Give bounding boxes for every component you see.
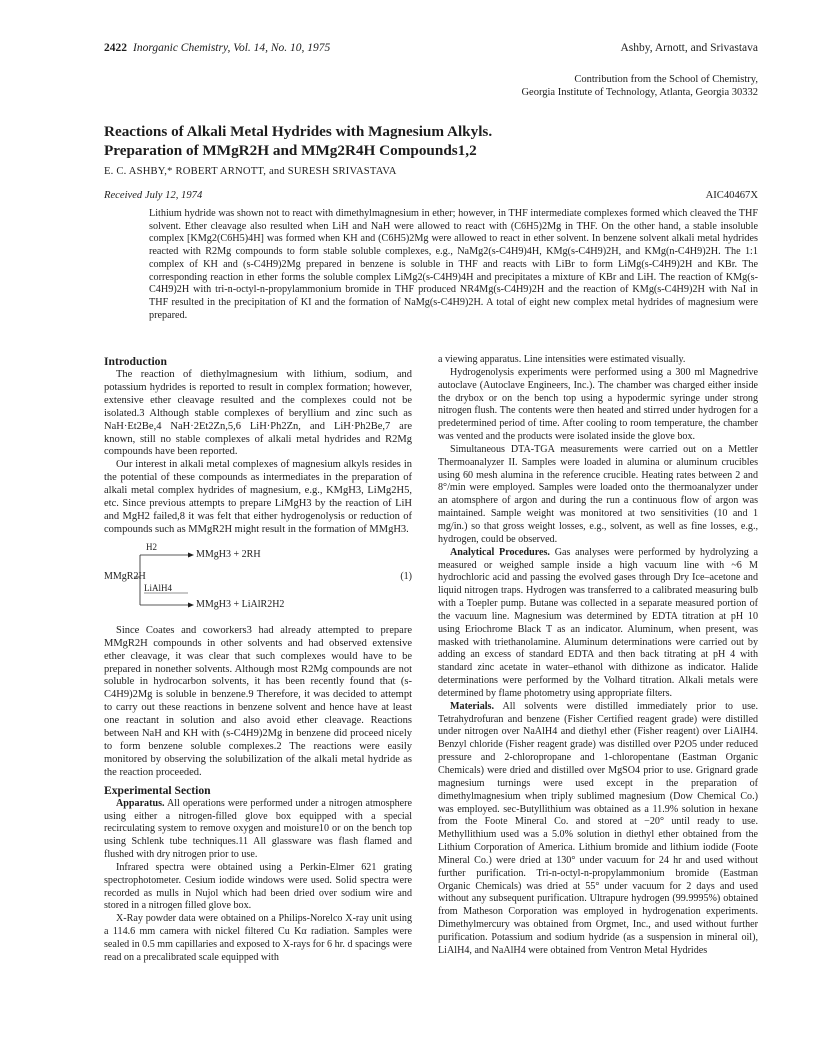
viewing-paragraph: a viewing apparatus. Line intensities were estimated visually.: [438, 354, 686, 365]
journal-citation: Inorganic Chemistry, Vol. 14, No. 10, 1975: [133, 42, 331, 54]
intro-paragraph-1: The reaction of diethylmagnesium with lithium, sodium, and potassium hydrides is reported to result in complex formation; however, extensive ether cleavage resulted and the complexes could not be isolated.3 Although stable complexes of beryllium and zinc such as NaH·Et2Be,4 NaH·2Et2Zn,5,6 LiH·Ph2Zn, and LiH·Ph2Be,7 are known, still no stable complexes of alkali metal hydrides and R2Mg compounds have been reported.: [104, 369, 412, 458]
left-column: [104, 355, 412, 965]
eq-product-top: MMgH3 + 2RH: [196, 548, 261, 560]
title-line-2: Preparation of MMgR2H and MMg2R4H Compounds1,2: [104, 142, 477, 159]
abstract: Lithium hydride was shown not to react with dimethylmagnesium in ether; however, in THF intermediate complexes formed which cleaved the THF solvent. Ether cleavage also resulted when LiH and NaH were allowed to react with (C6H5)2Mg in THF. On the other hand, a stable insoluble complex [KMg2(C6H5)4H] was formed when KH and (C6H5)2Mg were allowed to react in ether solvent. In benzene solvent alkali metal hydrides reacted with R2Mg compounds to form stable soluble complexes, e.g., NaMg2(s-C4H9)4H, KMg(s-C4H9)2H, and KMg(n-C4H9)2H. The 1:1 complex of KH and (s-C4H9)2Mg prepared in benzene is soluble in THF and reacts with LiBr to form LiMg(s-C4H9)2H and KBr. The corresponding reaction in ether forms the soluble complex LiMg2(s-C4H9)4H and precipitates a mixture of KBr and LiH. The reaction of KMg(s-C4H9)2H with tri-n-octyl-n-propylammonium bromide in THF produced NR4Mg(s-C4H9)2H and the reaction of KMg(s-C4H9)2H with NaI in THF resulted in the precipitation of KI and the formation of NaMg(s-C4H9)2H. A total of eight new complex metal hydrides of magnesium were prepared.: [149, 208, 758, 321]
manuscript-code: AIC40467X: [705, 190, 758, 201]
page-number: 2422: [104, 42, 127, 54]
materials-text: All solvents were distilled immediately prior to use. Tetrahydrofuran and benzene (Fisher Certified reagent grade) were distilled under nitrogen over NaAlH4 and diethyl ether (Fisher reagent) over LiAlH4. Benzyl chloride (Fisher reagent grade) was distilled over P2O5 under reduced pressure and 2-chloropropane and 1-chloropentane (Eastman Organic Chemicals) were dried and distilled over MgSO4 prior to use. Grignard grade magnesium turnings were used except in the preparation of dimethylmagnesium when triply sublimed magnesium (Dow Chemical Co.) was employed. sec-Butyllithium was obtained as a 11.9% solution in hexane from the Foote Mineral Co. and stored at −20° until ready to use. Methyllithium used was a 5.0% solution in diethyl ether obtained from the Lithium Corporation of America. Lithium bromide and lithium iodide (Foote Mineral Co.) were dried at 130° under vacuum for 24 hr and used without further purification. Tri-n-octyl-n-propylammonium bromide (Eastman Organic Chemicals) was dried at 55° under vacuum for 2 days and used without any subsequent purification. Ultrapure hydrogen (99.9995%) obtained from Matheson Corporation was employed in hydrogenation experiments. Dimethylmercury was obtained from Orgmet, Inc., and used without further purification. Potassium and sodium hydride (as a suspension in mineral oil), LiAlH4, and NaAlH4 were obtained from Ventron Metal Hydrides: [438, 700, 758, 956]
page-header: [104, 42, 758, 58]
eq-reactant: MMgR2H: [104, 570, 146, 582]
analytical-text: Gas analyses were performed by hydrolyzing a measured or weighed sample inside a high vacuum line with ~6 M hydrochloric acid and passing the evolved gases through Dry Ice–acetone and liquid nitrogen traps. Hydrogen was transferred to a calibrated measuring bulb with a Toepler pump. Butane was collected in a separate measured portion of the vacuum line. Magnesium was determined by EDTA titration at pH 10 using Eriochrome Black T as an indicator. Aluminum, when present, was masked with triethanolamine. Aluminum determinations were carried out by adding an excess of standard EDTA and then back titrating at pH 4 with standard zinc acetate in water–ethanol with dithizone as indicator. Halide determinations were performed by the Volhard titration. Alkali metals were determined by flame photometry using appropriate filters.: [438, 546, 759, 699]
experimental-heading: Experimental Section: [104, 783, 211, 797]
running-authors: Ashby, Arnott, and Srivastava: [620, 42, 758, 54]
right-column: [438, 354, 758, 958]
xray-paragraph: X-Ray powder data were obtained on a Philips-Norelco X-ray unit using a 114.6 mm camera with nickel filtered Cu Kα radiation. Samples were sealed in 0.5 mm capillaries and exposed to X-rays for 6 hr. d spacings were read on a precalibrated scale equipped with: [104, 913, 412, 963]
apparatus-label: Apparatus.: [116, 797, 165, 809]
contribution-note: [338, 73, 758, 99]
apparatus-text: All operations were performed under a nitrogen atmosphere using either a nitrogen-filled glove box equipped with a special recirculating system to remove oxygen and moisture10 or on the bench top using Schlenk tube techniques.11 All glassware was flash flamed and flushed with dry nitrogen prior to use.: [104, 797, 412, 861]
title-line-1: Reactions of Alkali Metal Hydrides with Magnesium Alkyls.: [104, 123, 493, 140]
eq-number: (1): [400, 570, 412, 582]
eq-reagent-bottom: LiAlH4: [144, 582, 172, 593]
received-line: [104, 190, 758, 201]
intro-paragraph-3: Since Coates and coworkers3 had already attempted to prepare MMgR2H compounds in other solvents and had observed extensive ether cleavage, it was clear that such complexes would have to be prepared in nonether solvents. Although most R2Mg compounds are not soluble in hydrocarbon solvents, it has been recently found that (s-C4H9)2Mg is soluble in benzene.9 Therefore, it was decided to attempt to carry out these reactions in benzene solvent and hence have at least one reactant in solution and also avoid ether cleavage. Reactions between NaH and KH with (s-C4H9)2Mg in benzene did proceed nicely to form benzene soluble complexes.2 The reactions were easily monitored by observing the solubilization of the alkali metal hydride as the reaction proceeded.: [104, 624, 412, 778]
contribution-line-2: Georgia Institute of Technology, Atlanta, Georgia 30332: [521, 87, 758, 98]
eq-reagent-top: H2: [146, 541, 157, 552]
hydrogenolysis-paragraph: Hydrogenolysis experiments were performed using a 300 ml Magnedrive autoclave (Autoclave Engineers, Inc.). The chamber was charged either inside the drybox or on the bench top using a hypodermic syringe under strong nitrogen flush. The contents were then heated and stirred under hydrogen for a predetermined period of time. After cooling to room temperature, the chamber was vented and the products were isolated inside the glove box.: [438, 366, 758, 443]
dta-tga-paragraph: Simultaneous DTA-TGA measurements were carried out on a Mettler Thermoanalyzer II. Samples were loaded in alumina or aluminum crucibles using 60 mesh alumina in the reference crucible. Heating rates between 2 and 8°/min were employed. Samples were loaded onto the thermoanalyzer under an atomsphere of argon and during the run a continuous flow of argon was maintained. Sample weight was monitored at two sensitivities (10 and 1 mg/in.) so that gross weight losses, e.g., solvent, as well as fine losses, e.g., hydrogen, could be observed.: [438, 443, 758, 545]
eq-product-bottom: MMgH3 + LiAlR2H2: [196, 598, 285, 610]
intro-paragraph-2: Our interest in alkali metal complexes of magnesium alkyls resides in the potential of these compounds as intermediates in the preparation of alkali metal complex hydrides of magnesium, e.g., KMgH3, LiMg2H5, etc. Since previous attempts to prepare LiMgH3 by the reaction of LiH and MgH2 failed,8 it was felt that either hydrogenolysis or reduction of compounds such as MMgR2H might result in the formation of MMgH3.: [104, 459, 412, 535]
contribution-line-1: Contribution from the School of Chemistry,: [574, 74, 758, 85]
equation-1: [104, 537, 412, 625]
materials-label: Materials.: [450, 700, 495, 712]
infrared-paragraph: Infrared spectra were obtained using a Perkin-Elmer 621 grating spectrophotometer. Cesium iodide windows were used. Solid spectra were recorded as mulls in Nujol which had been dried over sodium wire and stored in a nitrogen filled glove box.: [104, 861, 412, 912]
author-list: E. C. ASHBY,* ROBERT ARNOTT, and SURESH SRIVASTAVA: [104, 166, 397, 177]
article-title: [104, 122, 764, 160]
received-date: Received July 12, 1974: [104, 190, 203, 201]
analytical-label: Analytical Procedures.: [450, 546, 550, 558]
introduction-heading: Introduction: [104, 355, 167, 368]
